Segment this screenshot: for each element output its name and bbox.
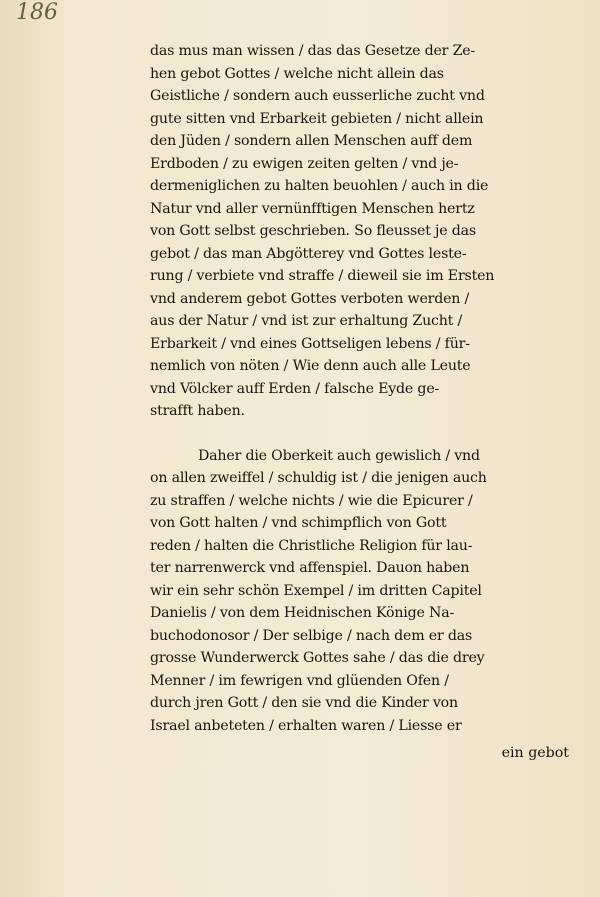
text-line: on allen zweiffel / schuldig ist / die jenigen auch [150, 470, 487, 486]
catchword: ein gebot [501, 745, 569, 761]
text-line: Natur vnd aller vernünfftigen Menschen hertz [150, 200, 475, 217]
text-line: gebot / das man Abgötterey vnd Gottes leste- [150, 245, 467, 262]
text-line: Danielis / von dem Heidnischen Könige Na- [150, 605, 455, 621]
text-line: reden / halten die Christliche Religion für lau- [150, 537, 473, 554]
text-line: zu straffen / welche nichts / wie die Epicurer / [150, 492, 473, 509]
text-line: vnd anderem gebot Gottes verboten werden / [150, 290, 470, 307]
text-line: dermeniglichen zu halten beuohlen / auch in die [150, 178, 489, 194]
text-line: rung / verbiete vnd straffe / dieweil sie im Ersten [150, 268, 495, 284]
text-line: durch jren Gott / den sie vnd die Kinder von [150, 695, 458, 711]
text-line: aus der Natur / vnd ist zur erhaltung Zucht / [150, 313, 463, 329]
text-line: von Gott halten / vnd schimpflich von Gott [150, 515, 447, 531]
text-line: Erbarkeit / vnd eines Gottseligen lebens / für- [150, 335, 470, 352]
text-line: Geistliche / sondern auch eusserliche zucht vnd [150, 88, 485, 104]
text-line: Daher die Oberkeit auch gewislich / vnd [198, 447, 480, 464]
page-number: 186 [16, 0, 58, 25]
text-line: grosse Wunderwerck Gottes sahe / das die drey [150, 650, 485, 666]
text-line: Israel anbeteten / erhalten waren / Liesse er [150, 717, 462, 734]
text-line: ter narrenwerck vnd affenspiel. Dauon haben [150, 560, 470, 576]
text-line: vnd Völcker auff Erden / falsche Eyde ge- [150, 380, 440, 397]
text-line: Erdboden / zu ewigen zeiten gelten / vnd je- [150, 155, 459, 172]
text-block [150, 40, 595, 765]
text-line: von Gott selbst geschrieben. So fleusset je das [150, 223, 476, 239]
text-line: gute sitten vnd Erbarkeit gebieten / nicht allein [150, 110, 484, 127]
text-line: hen gebot Gottes / welche nicht allein das [150, 65, 444, 82]
text-line: wir ein sehr schön Exempel / im dritten Capitel [150, 582, 482, 599]
text-line: nemlich von nöten / Wie denn auch alle Leute [150, 358, 471, 374]
paragraph-2 [150, 445, 595, 738]
text-line: das mus man wissen / das das Gesetze der Ze- [150, 43, 476, 59]
paragraph-gap [150, 423, 595, 445]
text-line: buchodonosor / Der selbige / nach dem er das [150, 627, 473, 644]
paragraph-1 [150, 40, 595, 423]
text-line: Menner / im fewrigen vnd glüenden Ofen / [150, 672, 449, 689]
text-line: den Jüden / sondern allen Menschen auff dem [150, 133, 473, 149]
text-line: strafft haben. [150, 403, 245, 419]
